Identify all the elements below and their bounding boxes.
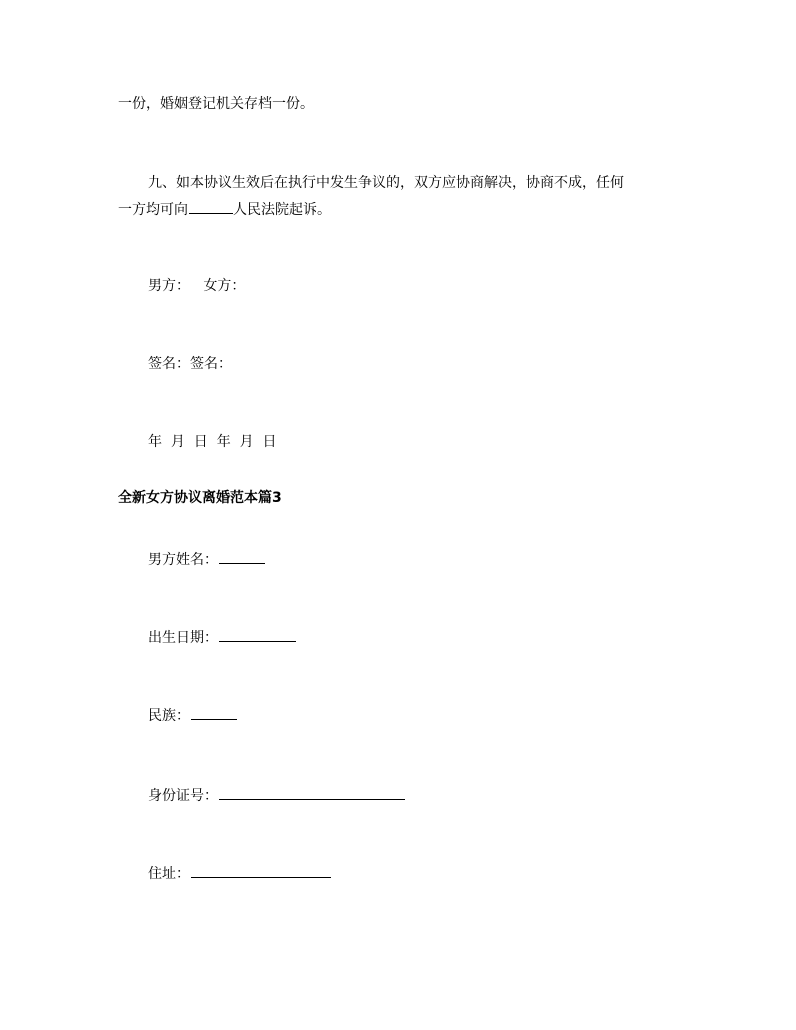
paragraph-line: 一份，婚姻登记机关存档一份。 [118,96,314,112]
field-label: 民族： [148,708,190,724]
signature-line: 签名：签名： [148,356,232,372]
field-label: 出生日期： [148,630,218,646]
court-name-blank [189,199,233,214]
date-line: 年 月 日 年 月 日 [148,434,277,450]
fill-blank [191,863,331,878]
field-label: 身份证号： [148,788,218,804]
clause-nine-text-b: 人民法院起诉。 [233,202,331,218]
field-ethnicity [148,705,237,726]
fill-blank [219,627,296,642]
clause-nine-line-2 [118,199,331,220]
section-heading: 全新女方协议离婚范本篇3 [118,490,282,506]
field-address [148,863,331,884]
clause-nine-text-a: 一方均可向 [118,202,188,218]
field-label: 住址： [148,866,190,882]
fill-blank [191,705,237,720]
clause-nine-line-1: 九、如本协议生效后在执行中发生争议的，双方应协商解决，协商不成，任何 [148,175,624,191]
field-birth-date [148,627,296,648]
party-line: 男方： 女方： [148,278,246,294]
field-male-name [148,549,265,570]
field-id-number [148,785,405,806]
fill-blank [219,549,265,564]
fill-blank [219,785,405,800]
field-label: 男方姓名： [148,552,218,568]
